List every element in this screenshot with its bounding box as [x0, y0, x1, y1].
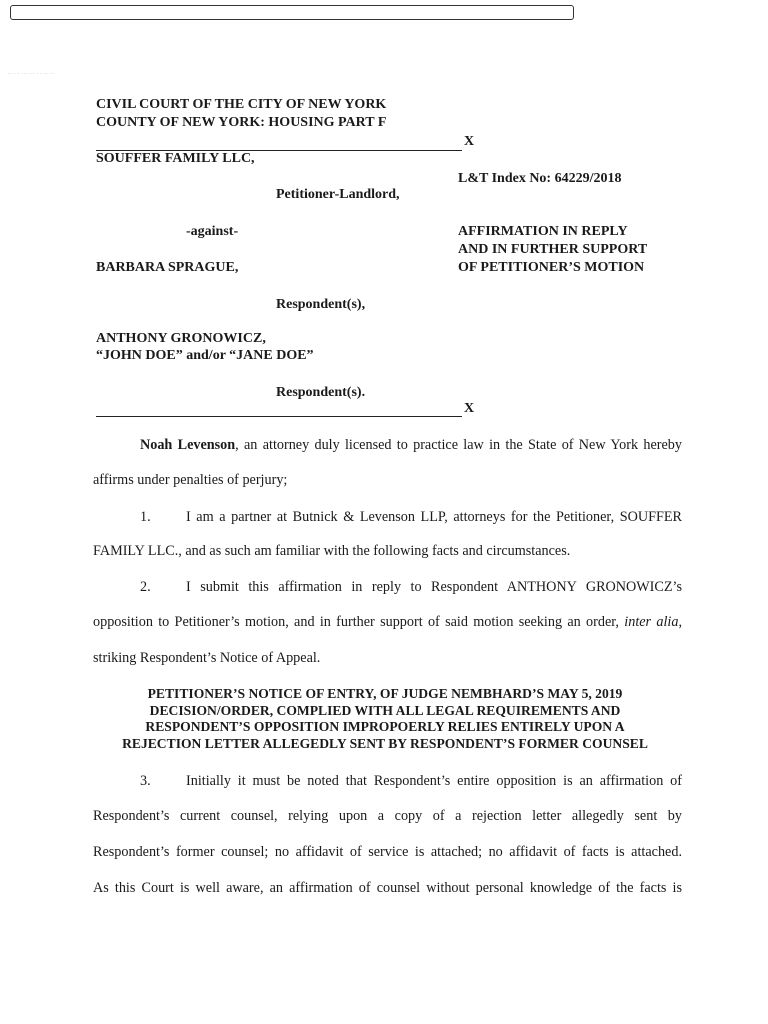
document-title-line1: AFFIRMATION IN REPLY [458, 224, 628, 239]
caption-bottom-rule [96, 416, 462, 417]
intro-line-1: Noah Levenson, an attorney duly licensed to practice law in the State of New York hereby [140, 437, 682, 453]
court-part: COUNTY OF NEW YORK: HOUSING PART F [96, 115, 387, 130]
section-heading: PETITIONER’S NOTICE OF ENTRY, OF JUDGE NEMBHARD’S MAY 5, 2019 DECISION/ORDER, COMPLIED WITH ALL LEGAL REQUIREMENTS AND RESPONDENT’S OPPOSITION IMPROPOERLY RELIES ENTIRELY UPON A REJECTION LETTER ALLEGEDLY SENT BY RESPONDENT’S FORMER COUNSEL [122, 686, 648, 751]
address-bar-frame [10, 5, 574, 20]
intro-line-2: affirms under penalties of perjury; [93, 472, 288, 488]
scan-artifact: ·· · · ··· ·· · · ·· ·· [8, 72, 55, 77]
respondent-name-1: BARBARA SPRAGUE, [96, 260, 239, 275]
against-label: -against- [186, 224, 239, 239]
respondent-role-2: Respondent(s). [276, 385, 366, 400]
paragraph-2-line-2: opposition to Petitioner’s motion, and in further support of said motion seeking an order, inter alia, [93, 614, 682, 630]
court-name: CIVIL COURT OF THE CITY OF NEW YORK [96, 97, 387, 112]
paragraph-1-number: 1. [140, 509, 151, 525]
latin-phrase: inter alia [624, 614, 679, 630]
paragraph-3-line-2: Respondent’s current counsel, relying upon a copy of a rejection letter allegedly sent by [93, 808, 682, 824]
paragraph-3-line-1: Initially it must be noted that Respondent’s entire opposition is an affirmation of [186, 773, 682, 789]
paragraph-3-line-3: Respondent’s former counsel; no affidavit of service is attached; no affidavit of facts is attached. [93, 844, 682, 860]
caption-x-top: X [464, 134, 475, 149]
paragraph-1-line-2: FAMILY LLC., and as such am familiar with the following facts and circumstances. [93, 543, 571, 559]
caption-x-bottom: X [464, 401, 475, 416]
respondent-name-3: “JOHN DOE” and/or “JANE DOE” [96, 348, 314, 363]
document-title-line3: OF PETITIONER’S MOTION [458, 260, 645, 275]
document-title-line2: AND IN FURTHER SUPPORT [458, 242, 648, 257]
index-number: L&T Index No: 64229/2018 [458, 171, 622, 186]
affirmant-name: Noah Levenson [140, 437, 236, 453]
respondent-role-1: Respondent(s), [276, 297, 366, 312]
paragraph-3-line-4: As this Court is well aware, an affirmation of counsel without personal knowledge of the facts is [93, 880, 682, 896]
petitioner-role: Petitioner-Landlord, [276, 187, 400, 202]
paragraph-3-number: 3. [140, 773, 151, 789]
paragraph-2-number: 2. [140, 579, 151, 595]
paragraph-2-line-3: striking Respondent’s Notice of Appeal. [93, 650, 321, 666]
petitioner-name: SOUFFER FAMILY LLC, [96, 151, 255, 166]
respondent-name-2: ANTHONY GRONOWICZ, [96, 331, 266, 346]
paragraph-2-line-1: I submit this affirmation in reply to Respondent ANTHONY GRONOWICZ’s [186, 579, 682, 595]
paragraph-1-line-1: I am a partner at Butnick & Levenson LLP, attorneys for the Petitioner, SOUFFER [186, 509, 682, 525]
